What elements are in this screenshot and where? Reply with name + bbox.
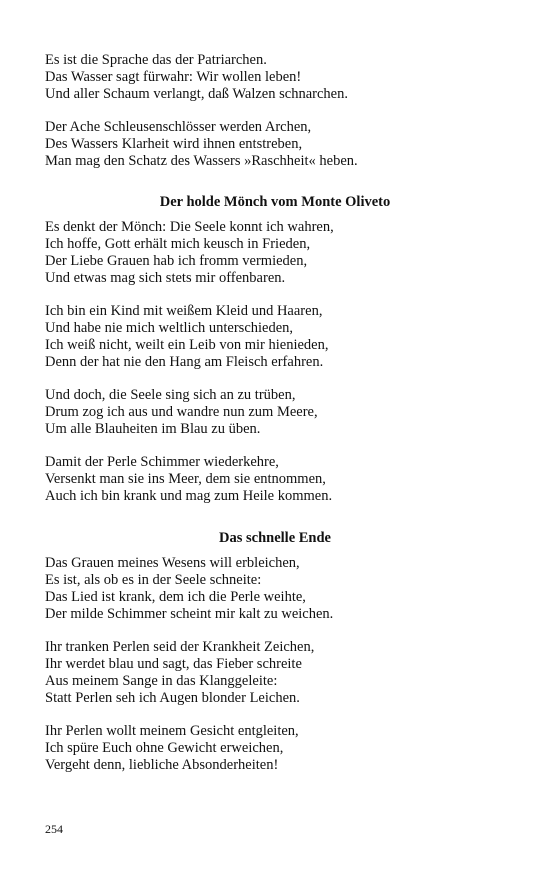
stanza bbox=[45, 119, 515, 170]
verse-line: Das Grauen meines Wesens will erbleichen, bbox=[45, 555, 300, 571]
verse-line: Und etwas mag sich stets mir offenbaren. bbox=[45, 270, 286, 286]
verse-line: Auch ich bin krank und mag zum Heile kommen. bbox=[45, 488, 333, 504]
verse-line: Das Lied ist krank, dem ich die Perle weihte, bbox=[45, 589, 306, 605]
stanza bbox=[45, 52, 515, 103]
stanza bbox=[45, 723, 515, 774]
verse-line: Vergeht denn, liebliche Absonderheiten! bbox=[45, 757, 279, 773]
verse-line: Aus meinem Sange in das Klanggeleite: bbox=[45, 673, 278, 689]
poem-title: Das schnelle Ende bbox=[219, 530, 331, 546]
verse-line: Das Wasser sagt fürwahr: Wir wollen leben! bbox=[45, 69, 302, 85]
verse-line: Ihr Perlen wollt meinem Gesicht entgleiten, bbox=[45, 723, 299, 739]
stanza bbox=[45, 387, 515, 438]
stanza bbox=[45, 303, 515, 371]
verse-line: Drum zog ich aus und wandre nun zum Meere, bbox=[45, 404, 318, 420]
verse-line: Der Liebe Grauen hab ich fromm vermieden, bbox=[45, 253, 308, 269]
verse-line: Ich bin ein Kind mit weißem Kleid und Haaren, bbox=[45, 303, 323, 319]
page-number: 254 bbox=[45, 822, 63, 836]
verse-line: Und habe nie mich weltlich unterschieden, bbox=[45, 320, 294, 336]
stanza bbox=[45, 555, 515, 623]
verse-line: Statt Perlen seh ich Augen blonder Leichen. bbox=[45, 690, 300, 706]
verse-line: Versenkt man sie ins Meer, dem sie entnommen, bbox=[45, 471, 326, 487]
verse-line: Des Wassers Klarheit wird ihnen entstreben, bbox=[45, 136, 303, 152]
verse-line: Es ist die Sprache das der Patriarchen. bbox=[45, 52, 267, 68]
verse-line: Es ist, als ob es in der Seele schneite: bbox=[45, 572, 262, 588]
poem-title: Der holde Mönch vom Monte Oliveto bbox=[159, 194, 391, 210]
verse-line: Damit der Perle Schimmer wiederkehre, bbox=[45, 454, 279, 470]
verse-line: Und aller Schaum verlangt, daß Walzen schnarchen. bbox=[45, 86, 348, 102]
verse-line: Man mag den Schatz des Wassers »Raschheit« heben. bbox=[45, 153, 358, 169]
verse-line: Ihr tranken Perlen seid der Krankheit Zeichen, bbox=[45, 639, 315, 655]
stanza bbox=[45, 639, 515, 707]
verse-line: Der Ache Schleusenschlösser werden Archen, bbox=[45, 119, 312, 135]
verse-line: Ihr werdet blau und sagt, das Fieber schreite bbox=[45, 656, 302, 672]
verse-line: Es denkt der Mönch: Die Seele konnt ich wahren, bbox=[45, 219, 334, 235]
verse-line: Denn der hat nie den Hang am Fleisch erfahren. bbox=[45, 354, 324, 370]
verse-line: Ich hoffe, Gott erhält mich keusch in Frieden, bbox=[45, 236, 311, 252]
verse-line: Um alle Blauheiten im Blau zu üben. bbox=[45, 421, 261, 437]
stanza bbox=[45, 219, 515, 287]
verse-line: Ich weiß nicht, weilt ein Leib von mir hienieden, bbox=[45, 337, 329, 353]
verse-line: Ich spüre Euch ohne Gewicht erweichen, bbox=[45, 740, 284, 756]
stanza bbox=[45, 454, 515, 505]
verse-line: Und doch, die Seele sing sich an zu trüben, bbox=[45, 387, 296, 403]
verse-line: Der milde Schimmer scheint mir kalt zu weichen. bbox=[45, 606, 334, 622]
